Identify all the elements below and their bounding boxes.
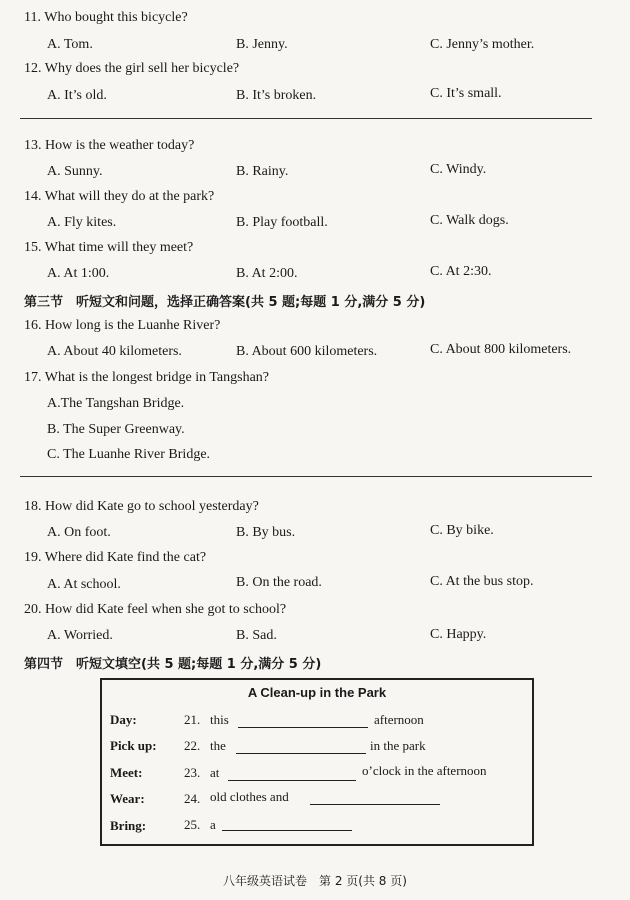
row-label: Day: — [110, 712, 137, 727]
prefix-text: this — [210, 712, 229, 727]
question-stem: 19. Where did Kate find the cat? — [24, 550, 207, 565]
option-b: B. Jenny. — [236, 37, 288, 52]
option-a: A. About 40 kilometers. — [47, 344, 182, 359]
prefix-text: old clothes and — [210, 789, 289, 804]
option-c: C. The Luanhe River Bridge. — [47, 447, 211, 462]
item-number: 21. — [184, 712, 201, 727]
answer-blank[interactable] — [238, 726, 368, 728]
option-a: A. At school. — [47, 577, 121, 592]
option-a: A. Tom. — [47, 37, 93, 52]
item-number: 23. — [184, 765, 201, 780]
item-number: 25. — [184, 817, 201, 832]
option-a: A. It’s old. — [47, 88, 107, 103]
option-a: A. Sunny. — [47, 164, 103, 179]
fill-in-table — [100, 678, 534, 846]
answer-blank[interactable] — [228, 779, 356, 781]
row-label: Meet: — [110, 765, 143, 780]
question-stem: 15. What time will they meet? — [24, 240, 194, 255]
answer-blank[interactable] — [222, 829, 352, 831]
suffix-text: o’clock in the afternoon — [362, 763, 487, 778]
question-stem: 17. What is the longest bridge in Tangshan? — [24, 370, 270, 385]
option-a: A. On foot. — [47, 525, 111, 540]
option-c: C. At the bus stop. — [430, 574, 534, 589]
option-b: B. On the road. — [236, 575, 322, 590]
question-stem: 16. How long is the Luanhe River? — [24, 318, 221, 333]
prefix-text: the — [210, 738, 226, 753]
option-b: B. Play football. — [236, 215, 328, 230]
option-c: C. Walk dogs. — [430, 213, 509, 228]
option-b: B. Sad. — [236, 628, 277, 643]
row-label: Bring: — [110, 818, 147, 833]
prefix-text: a — [210, 817, 216, 832]
option-b: B. Rainy. — [236, 164, 289, 179]
option-b: B. The Super Greenway. — [47, 422, 185, 437]
question-stem: 11. Who bought this bicycle? — [24, 10, 188, 25]
suffix-text: afternoon — [374, 712, 424, 727]
answer-blank[interactable] — [310, 803, 440, 805]
option-c: C. About 800 kilometers. — [430, 342, 572, 357]
section-heading: 第三节 听短文和问题，选择正确答案(共 5 题;每题 1 分,满分 5 分) — [24, 295, 426, 310]
question-stem: 14. What will they do at the park? — [24, 189, 215, 204]
table-title: A Clean-up in the Park — [247, 685, 387, 700]
question-stem: 18. How did Kate go to school yesterday? — [24, 499, 259, 514]
option-c: C. Jenny’s mother. — [430, 37, 535, 52]
option-c: C. By bike. — [430, 523, 494, 538]
section-divider — [20, 476, 592, 477]
option-c: C. Windy. — [430, 162, 487, 177]
page-footer: 八年级英语试卷 第 2 页(共 8 页) — [223, 874, 407, 888]
item-number: 22. — [184, 738, 201, 753]
option-c: C. Happy. — [430, 627, 487, 642]
option-a: A. Fly kites. — [47, 215, 117, 230]
option-b: B. About 600 kilometers. — [236, 344, 378, 359]
question-stem: 12. Why does the girl sell her bicycle? — [24, 61, 240, 76]
row-label: Pick up: — [110, 738, 157, 753]
option-c: C. At 2:30. — [430, 264, 492, 279]
option-c: C. It’s small. — [430, 86, 502, 101]
option-a: A.The Tangshan Bridge. — [47, 396, 185, 411]
section-heading: 第四节 听短文填空(共 5 题;每题 1 分,满分 5 分) — [24, 657, 322, 672]
suffix-text: in the park — [370, 738, 426, 753]
question-stem: 13. How is the weather today? — [24, 138, 195, 153]
section-divider — [20, 118, 592, 119]
option-b: B. By bus. — [236, 525, 296, 540]
option-b: B. At 2:00. — [236, 266, 298, 281]
option-a: A. At 1:00. — [47, 266, 110, 281]
answer-blank[interactable] — [236, 752, 366, 754]
prefix-text: at — [210, 765, 220, 780]
option-a: A. Worried. — [47, 628, 113, 643]
row-label: Wear: — [110, 791, 145, 806]
option-b: B. It’s broken. — [236, 88, 317, 103]
item-number: 24. — [184, 791, 201, 806]
question-stem: 20. How did Kate feel when she got to school? — [24, 602, 287, 617]
